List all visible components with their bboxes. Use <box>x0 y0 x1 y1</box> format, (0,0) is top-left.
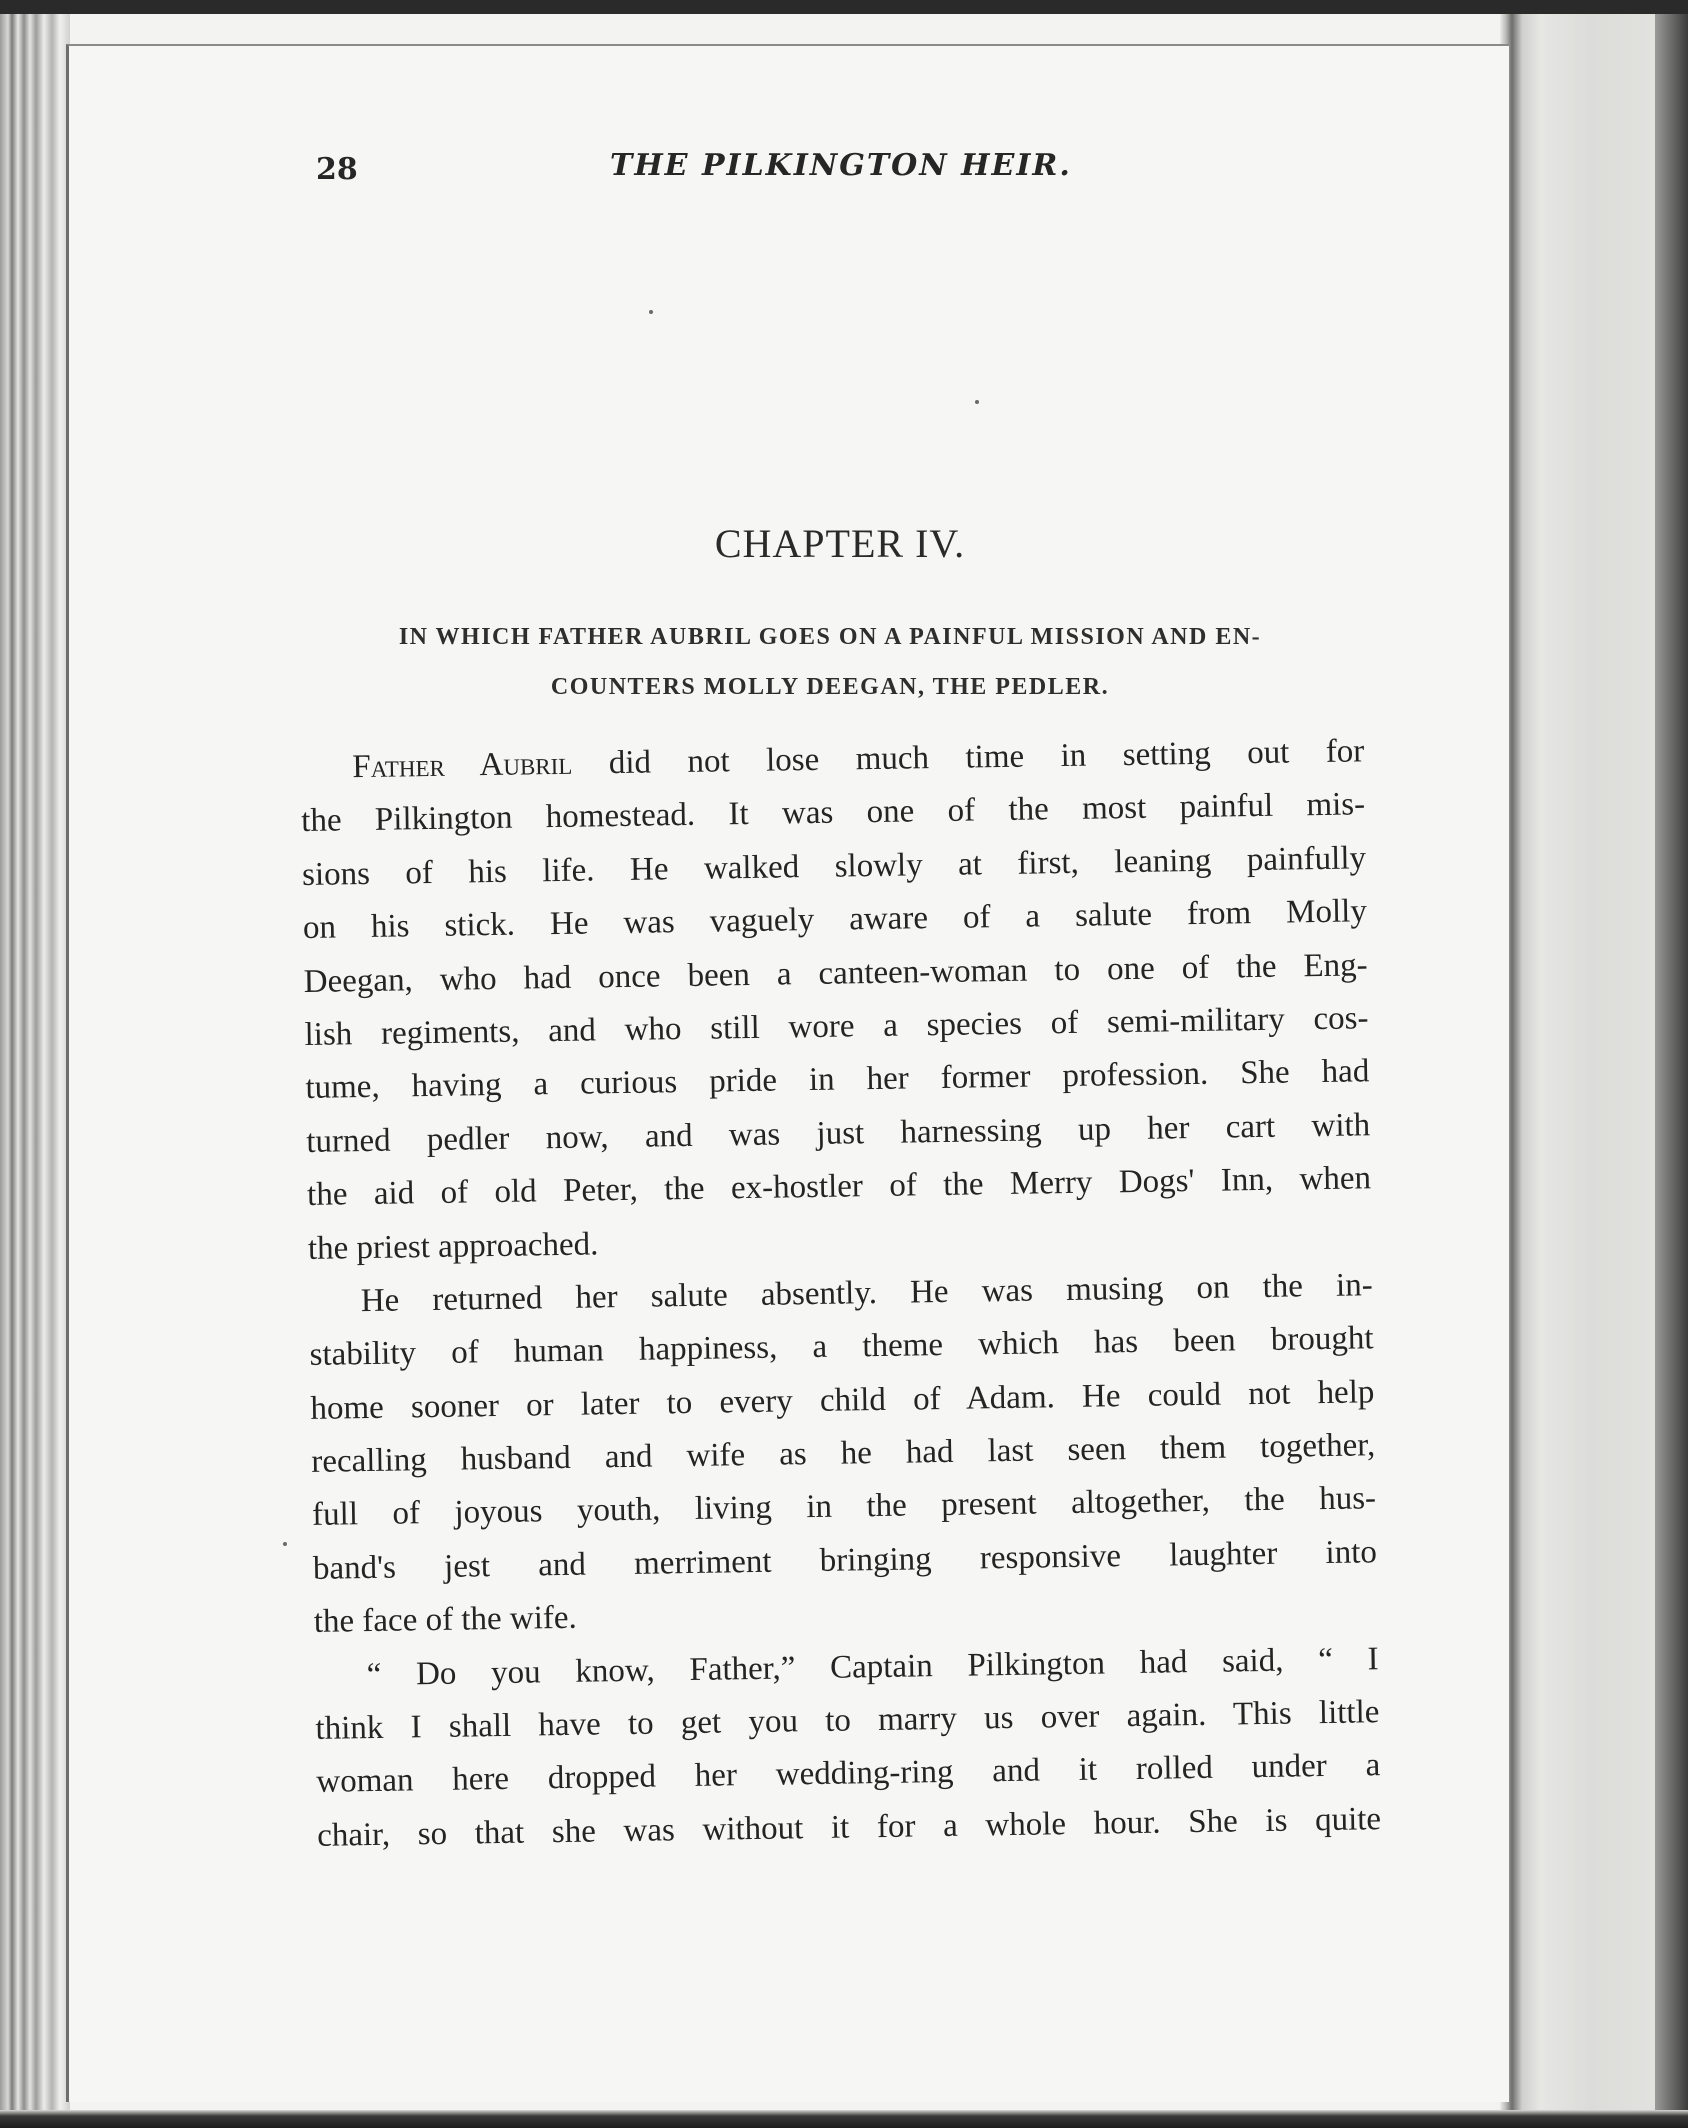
text-line: Deegan, who had once been a canteen-woman to one of the Eng- <box>303 946 1368 1000</box>
scan-top-edge <box>0 0 1688 14</box>
paragraph-3 <box>314 1633 1381 1863</box>
chapter-summary-line: COUNTERS MOLLY DEEGAN, THE PEDLER. <box>550 674 1110 700</box>
paragraph-2 <box>308 1259 1378 1649</box>
text-line: full of joyous youth, living in the present altogether, the hus- <box>311 1480 1377 1534</box>
text-line: turned pedler now, and was just harnessing up her cart with <box>305 1106 1371 1160</box>
text-line: band's jest and merriment bringing responsive laughter into <box>312 1534 1378 1587</box>
stacked-page-edges <box>0 14 70 2128</box>
dust-speck <box>283 1542 287 1546</box>
dust-speck <box>975 400 979 404</box>
page-number: 28 <box>316 152 358 187</box>
text-line: think I shall have to get you to marry us over again. This little <box>315 1694 1380 1747</box>
text-line-rest: did not lose much time in setting out for <box>572 733 1365 782</box>
text-line: stability of human happiness, a theme which has been brought <box>309 1320 1374 1374</box>
scan-bottom-edge <box>0 2110 1688 2128</box>
text-line: “ Do you know, Father,” Captain Pilkington had said, “ I <box>366 1640 1379 1693</box>
chapter-heading: CHAPTER IV. <box>714 521 966 566</box>
text-line: on his stick. He was vaguely aware of a salute from Molly <box>302 893 1368 947</box>
chapter-summary-line: IN WHICH FATHER AUBRIL GOES ON A PAINFUL MISSION AND EN- <box>398 624 1262 650</box>
text-line: recalling husband and wife as he had last seen them together, <box>311 1427 1376 1480</box>
body-text <box>300 725 1381 1863</box>
text-line: the face of the wife. <box>313 1600 578 1641</box>
scan-right-edge <box>1655 14 1688 2110</box>
text-line: home sooner or later to every child of Adam. He could not help <box>310 1373 1375 1427</box>
paragraph-1 <box>300 725 1372 1276</box>
text-line: chair, so that she was without it for a whole hour. She is quite <box>316 1800 1382 1854</box>
text-line: lish regiments, and who still wore a species of semi-military cos- <box>304 1000 1369 1053</box>
text-line: tume, having a curious pride in her former profession. She had <box>305 1053 1370 1107</box>
dust-speck <box>649 310 653 314</box>
text-line: the aid of old Peter, the ex-hostler of the Merry Dogs' Inn, when <box>306 1160 1372 1214</box>
running-title: THE PILKINGTON HEIR. <box>610 148 1072 183</box>
text-line: the priest approached. <box>307 1225 599 1267</box>
text-line: He returned her salute absently. He was musing on the in- <box>360 1267 1373 1320</box>
text-line: the Pilkington homestead. It was one of the most painful mis- <box>300 786 1366 840</box>
text-line: sions of his life. He walked slowly at first, leaning painfully <box>301 840 1367 893</box>
text-line: woman here dropped her wedding-ring and it rolled under a <box>316 1747 1381 1801</box>
chapter-summary <box>300 612 1360 712</box>
small-caps-lead: Father Aubril <box>352 745 573 786</box>
